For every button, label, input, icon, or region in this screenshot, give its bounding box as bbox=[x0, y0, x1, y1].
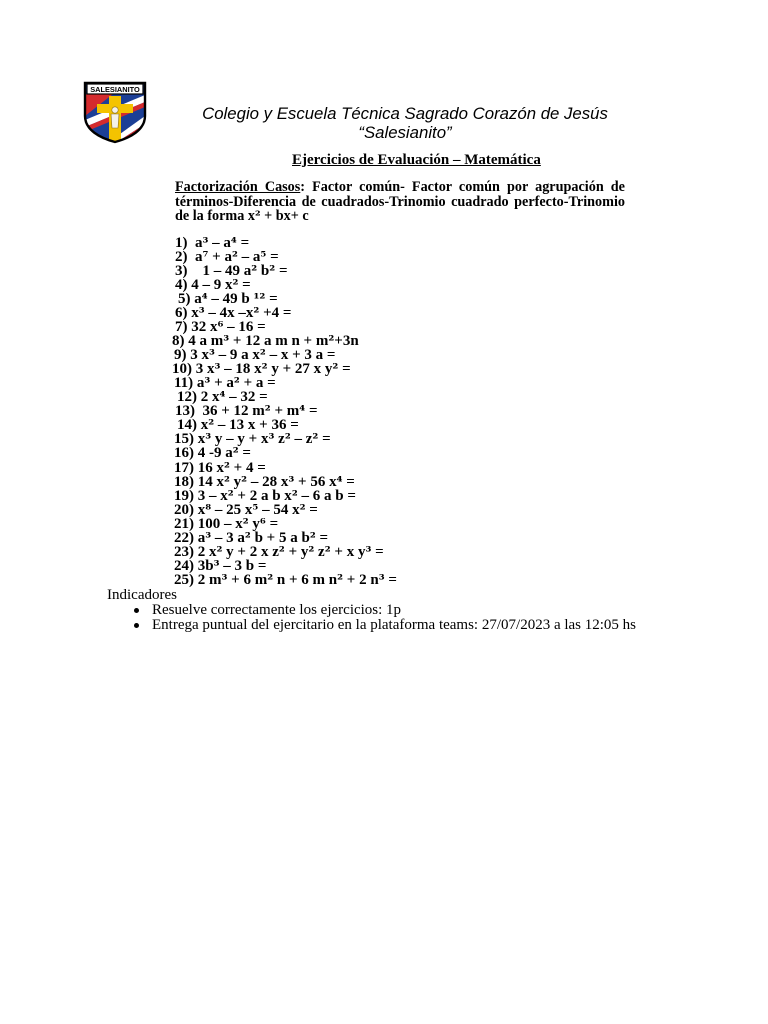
exercise-13: 13) 36 + 12 m² + m⁴ = bbox=[175, 403, 318, 420]
exercise-15: 15) x³ y – y + x³ z² – z² = bbox=[174, 431, 331, 448]
superscript: ³ bbox=[288, 473, 295, 490]
superscript: ³ bbox=[198, 305, 205, 322]
exercise-24: 24) 3b³ – 3 b = bbox=[174, 557, 267, 574]
figure-head bbox=[112, 107, 118, 113]
superscript: ³ bbox=[214, 361, 221, 378]
superscript: ⁵ bbox=[260, 249, 267, 266]
indicator-text: Entrega puntual del ejercitario en la plataforma teams: 27/07/2023 a las 12:05 hs bbox=[152, 617, 637, 633]
superscript: ² bbox=[284, 431, 291, 448]
exercise-20: 20) x⁸ – 25 x⁵ – 54 x² = bbox=[174, 501, 318, 518]
superscript: ² bbox=[255, 209, 261, 224]
superscript: ² bbox=[299, 501, 306, 518]
superscript: ³ bbox=[378, 571, 385, 588]
exercise-2: 2) a⁷ + a² – a⁵ = bbox=[175, 249, 279, 266]
superscript: ² bbox=[309, 529, 316, 546]
superscript: ³ bbox=[209, 347, 215, 364]
exercise-8: 8) 4 a m³ + 12 a m n + m²+3n bbox=[172, 333, 359, 350]
superscript: ² bbox=[232, 277, 239, 294]
superscript: ² bbox=[261, 361, 268, 378]
superscript: ² bbox=[231, 249, 238, 266]
exercises-list bbox=[172, 235, 397, 588]
superscript: ² bbox=[224, 473, 230, 490]
exercise-3: 3) 1 – 49 a² b² = bbox=[175, 263, 288, 280]
superscript: ³ bbox=[223, 333, 230, 350]
superscript: ² bbox=[259, 347, 266, 364]
superscript: ⁴ bbox=[299, 403, 306, 420]
superscript: ⁶ bbox=[259, 515, 266, 532]
superscript: ² bbox=[241, 473, 248, 490]
figure-body bbox=[111, 114, 119, 128]
exercise-17: 17) 16 x² + 4 = bbox=[174, 459, 266, 476]
exercise-16: 16) 4 -9 a² = bbox=[174, 445, 251, 462]
topic-text: : Factor común- Factor común por agrupación de términos-Diferencia de cuadrados-Trinomio cuadrado perfecto-Trinomio de la forma x² + bx+ c bbox=[175, 179, 625, 224]
superscript: ⁶ bbox=[217, 319, 224, 336]
topic-paragraph bbox=[175, 180, 625, 225]
superscript: ² bbox=[227, 487, 234, 504]
exercise-22: 22) a³ – 3 a² b + 5 a b² = bbox=[174, 529, 329, 546]
school-name: Colegio y Escuela Técnica Sagrado Corazón de Jesús bbox=[202, 104, 608, 123]
superscript: ⁴ bbox=[219, 389, 226, 406]
superscript: ² bbox=[312, 431, 319, 448]
superscript: ² bbox=[233, 375, 240, 392]
superscript: ² bbox=[253, 305, 260, 322]
superscript: ² bbox=[232, 445, 239, 462]
superscript: ⁴ bbox=[201, 291, 208, 308]
school-logo bbox=[82, 80, 148, 144]
superscript: ² bbox=[308, 543, 315, 560]
superscript: ² bbox=[324, 543, 331, 560]
exercise-4: 4) 4 – 9 x² = bbox=[175, 277, 251, 294]
superscript: ² bbox=[208, 417, 215, 434]
exercise-23: 23) 2 x² y + 2 x z² + y² z² + x y³ = bbox=[174, 543, 384, 560]
superscript: ² bbox=[328, 333, 335, 350]
indicator-text: Resuelve correctamente los ejercicios: 1p bbox=[152, 602, 402, 618]
exercise-25: 25) 2 m³ + 6 m² n + 6 m n² + 2 n³ = bbox=[174, 571, 397, 588]
superscript: ² bbox=[251, 263, 258, 280]
indicator-item bbox=[107, 603, 636, 618]
superscript: ⁴ bbox=[336, 473, 343, 490]
exercise-7: 7) 32 x⁶ – 16 = bbox=[175, 319, 266, 336]
superscript: ⁷ bbox=[202, 249, 209, 266]
indicator-item bbox=[107, 618, 636, 633]
exercise-10: 10) 3 x³ – 18 x² y + 27 x y² = bbox=[172, 361, 351, 378]
superscript: ² bbox=[242, 515, 249, 532]
superscript: ³ bbox=[365, 543, 372, 560]
exercise-1: 1) a³ – a⁴ = bbox=[175, 235, 250, 251]
superscript: ² bbox=[267, 571, 274, 588]
superscript: ⁸ bbox=[205, 501, 212, 518]
superscript: ³ bbox=[205, 529, 212, 546]
superscript: ² bbox=[291, 487, 298, 504]
superscript: ³ bbox=[202, 235, 209, 251]
exercise-9: 9) 3 x³ – 9 a x² – x + 3 a = bbox=[174, 347, 336, 364]
exercise-14: 14) x² – 13 x + 36 = bbox=[177, 417, 299, 434]
superscript: ⁵ bbox=[252, 501, 259, 518]
superscript: ¹² bbox=[253, 291, 266, 308]
bullet-icon bbox=[134, 623, 139, 628]
exercise-18: 18) 14 x² y² – 28 x³ + 56 x⁴ = bbox=[174, 473, 355, 490]
superscript: ² bbox=[278, 543, 285, 560]
superscript: ⁴ bbox=[230, 235, 237, 251]
indicators-heading: Indicadores bbox=[107, 587, 177, 603]
bullet-icon bbox=[134, 608, 139, 613]
superscript: ² bbox=[332, 361, 339, 378]
exercise-11: 11) a³ + a² + a = bbox=[174, 375, 276, 392]
superscript: ³ bbox=[268, 431, 275, 448]
exercise-6: 6) x³ – 4x –x² +4 = bbox=[175, 305, 292, 322]
exercise-12: 12) 2 x⁴ – 32 = bbox=[177, 389, 268, 406]
superscript: ² bbox=[337, 571, 344, 588]
exercise-19: 19) 3 – x² + 2 a b x² – 6 a b = bbox=[174, 487, 356, 504]
topic-label: Factorización Casos bbox=[175, 179, 301, 195]
exercise-5: 5) a⁴ – 49 b ¹² = bbox=[178, 291, 278, 308]
document-title: Ejercicios de Evaluación – Matemática bbox=[292, 152, 541, 168]
superscript: ³ bbox=[221, 571, 228, 588]
superscript: ² bbox=[244, 529, 251, 546]
school-header bbox=[150, 105, 660, 142]
superscript: ² bbox=[269, 263, 276, 280]
superscript: ² bbox=[216, 543, 223, 560]
logo-text: SALESIANITO bbox=[90, 85, 140, 94]
superscript: ³ bbox=[213, 557, 220, 574]
superscript: ³ bbox=[205, 431, 212, 448]
superscript: ³ bbox=[204, 375, 211, 392]
exercise-21: 21) 100 – x² y⁶ = bbox=[174, 515, 279, 532]
indicators-section bbox=[107, 588, 636, 633]
superscript: ² bbox=[224, 459, 230, 476]
school-nickname: “Salesianito” bbox=[358, 122, 452, 142]
superscript: ² bbox=[264, 403, 271, 420]
